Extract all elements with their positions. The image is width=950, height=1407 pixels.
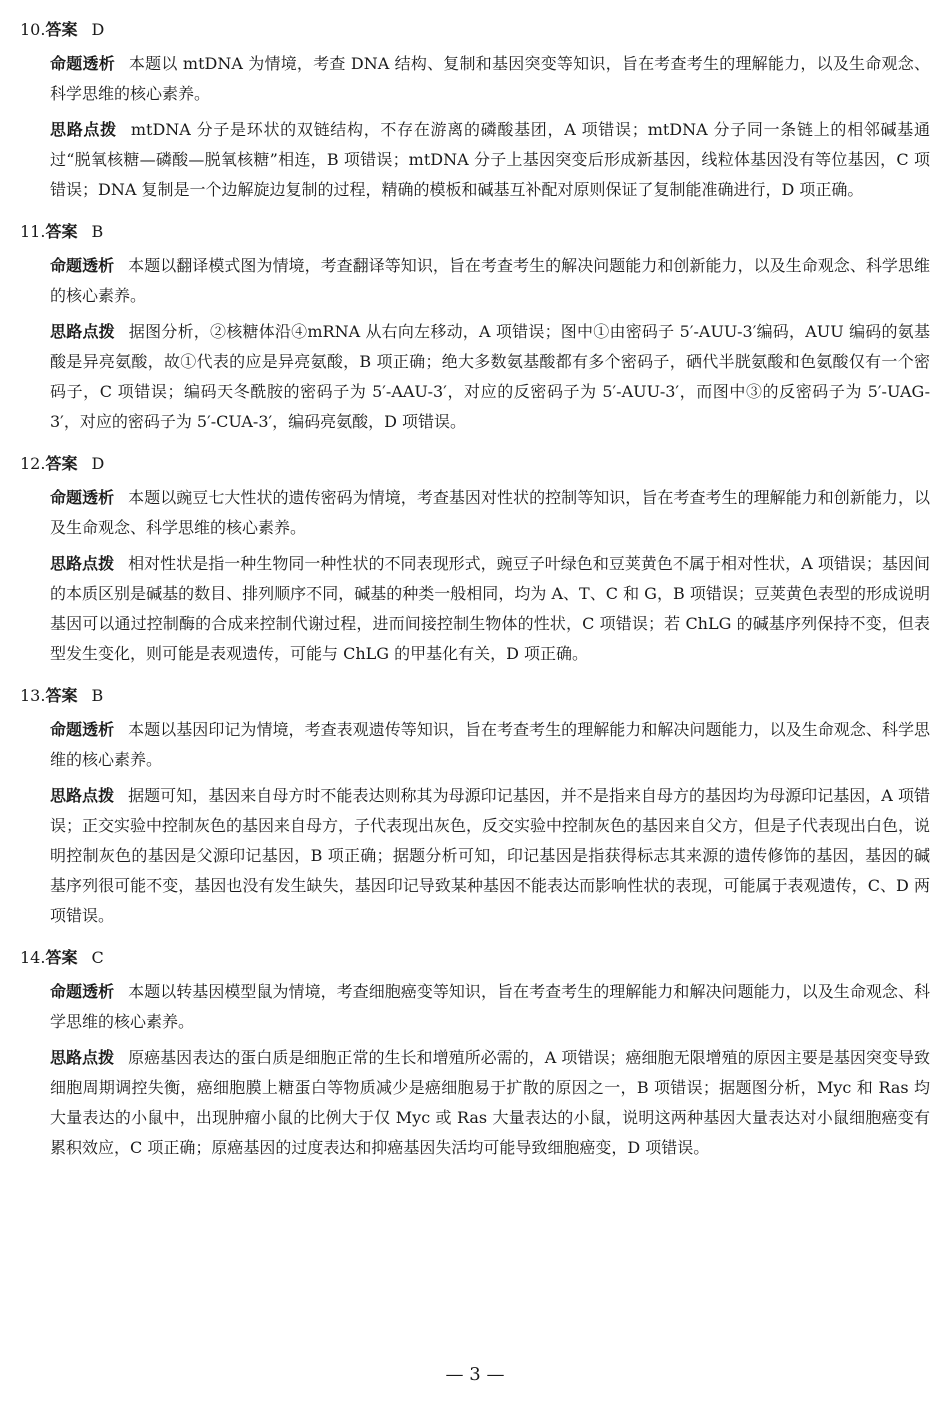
question-10	[20, 13, 930, 205]
intent-paragraph	[50, 715, 930, 775]
analysis-paragraph	[50, 317, 930, 437]
answer-value: C	[91, 948, 104, 967]
intent-label: 命题透析	[50, 982, 115, 1001]
answer-value: B	[91, 222, 104, 241]
analysis-paragraph	[50, 781, 930, 931]
question-number: 12.	[20, 454, 46, 473]
answer-label: 答案	[45, 686, 78, 705]
intent-paragraph	[50, 483, 930, 543]
answer-line	[20, 215, 930, 249]
analysis-label: 思路点拨	[50, 554, 115, 573]
analysis-text: 相对性状是指一种生物同一种性状的不同表现形式，豌豆子叶绿色和豆荚黄色不属于相对性状，A 项错误；基因间的本质区别是碱基的数目、排列顺序不同，碱基的种类一般相同，均为 A、T、C 和 G，B 项错误；豆荚黄色表型的形成说明基因可以通过控制酶的合成来控制代谢过程，进而间接控制生物体的性状，C 项错误；若 ChLG 的碱基序列保持不变，但表型发生变化，则可能是表观遗传，可能与 ChLG 的甲基化有关，D 项正确。	[50, 554, 930, 663]
answer-line	[20, 679, 930, 713]
answer-label: 答案	[45, 222, 78, 241]
analysis-text: 原癌基因表达的蛋白质是细胞正常的生长和增殖所必需的，A 项错误；癌细胞无限增殖的原因主要是基因突变导致细胞周期调控失衡，癌细胞膜上糖蛋白等物质减少是癌细胞易于扩散的原因之一，B 项错误；据题图分析，Myc 和 Ras 均大量表达的小鼠中，出现肿瘤小鼠的比例大于仅 Myc 或 Ras 大量表达的小鼠，说明这两种基因大量表达对小鼠细胞癌变有累积效应，C 项正确；原癌基因的过度表达和抑癌基因失活均可能导致细胞癌变，D 项错误。	[50, 1048, 930, 1157]
analysis-text: 据图分析，②核糖体沿④mRNA 从右向左移动，A 项错误；图中①由密码子 5′-AUU-3′编码，AUU 编码的氨基酸是异亮氨酸，故①代表的应是异亮氨酸，B 项正确；绝大多数氨基酸都有多个密码子，硒代半胱氨酸和色氨酸仅有一个密码子，C 项错误；编码天冬酰胺的密码子为 5′-AAU-3′，对应的反密码子为 5′-AUU-3′，而图中③的反密码子为 5′-UAG-3′，对应的密码子为 5′-CUA-3′，编码亮氨酸，D 项错误。	[50, 322, 930, 431]
intent-paragraph	[50, 251, 930, 311]
question-12	[20, 447, 930, 669]
question-number: 13.	[20, 686, 46, 705]
analysis-paragraph	[50, 1043, 930, 1163]
analysis-text: mtDNA 分子是环状的双链结构，不存在游离的磷酸基团，A 项错误；mtDNA 分子同一条链上的相邻碱基通过“脱氧核糖—磷酸—脱氧核糖”相连，B 项错误；mtDNA 分子上基因突变后形成新基因，线粒体基因没有等位基因，C 项错误；DNA 复制是一个边解旋边复制的过程，精确的模板和碱基互补配对原则保证了复制能准确进行，D 项正确。	[50, 120, 930, 199]
intent-label: 命题透析	[50, 720, 115, 739]
intent-text: 本题以豌豆七大性状的遗传密码为情境，考查基因对性状的控制等知识，旨在考查考生的理解能力和创新能力，以及生命观念、科学思维的核心素养。	[50, 488, 930, 537]
answer-value: D	[91, 454, 105, 473]
question-14	[20, 941, 930, 1163]
analysis-paragraph	[50, 115, 930, 205]
analysis-label: 思路点拨	[50, 120, 117, 139]
intent-label: 命题透析	[50, 256, 115, 275]
intent-text: 本题以 mtDNA 为情境，考查 DNA 结构、复制和基因突变等知识，旨在考查考生的理解能力，以及生命观念、科学思维的核心素养。	[50, 54, 930, 103]
answer-label: 答案	[45, 948, 78, 967]
intent-paragraph	[50, 49, 930, 109]
intent-text: 本题以转基因模型鼠为情境，考查细胞癌变等知识，旨在考查考生的理解能力和解决问题能力，以及生命观念、科学思维的核心素养。	[50, 982, 930, 1031]
intent-label: 命题透析	[50, 488, 115, 507]
intent-label: 命题透析	[50, 54, 115, 73]
page-number: — 3 —	[445, 1364, 505, 1385]
answer-value: B	[91, 686, 104, 705]
answer-line	[20, 941, 930, 975]
analysis-label: 思路点拨	[50, 1048, 115, 1067]
analysis-label: 思路点拨	[50, 322, 115, 341]
answer-line	[20, 447, 930, 481]
question-11	[20, 215, 930, 437]
intent-paragraph	[50, 977, 930, 1037]
question-13	[20, 679, 930, 931]
question-number: 14.	[20, 948, 46, 967]
intent-text: 本题以翻译模式图为情境，考查翻译等知识，旨在考查考生的解决问题能力和创新能力，以及生命观念、科学思维的核心素养。	[50, 256, 930, 305]
answer-line	[20, 13, 930, 47]
answer-value: D	[91, 20, 105, 39]
analysis-label: 思路点拨	[50, 786, 115, 805]
analysis-text: 据题可知，基因来自母方时不能表达则称其为母源印记基因，并不是指来自母方的基因均为母源印记基因，A 项错误；正交实验中控制灰色的基因来自母方，子代表现出灰色，反交实验中控制灰色的基因来自父方，但是子代表现出白色，说明控制灰色的基因是父源印记基因，B 项正确；据题分析可知，印记基因是指获得标志其来源的遗传修饰的基因，基因的碱基序列很可能不变，基因也没有发生缺失，基因印记导致某种基因不能表达而影响性状的表现，可能属于表观遗传，C、D 两项错误。	[50, 786, 931, 925]
analysis-paragraph	[50, 549, 930, 669]
question-number: 11.	[20, 222, 46, 241]
question-number: 10.	[20, 20, 46, 39]
answer-label: 答案	[45, 20, 78, 39]
answer-label: 答案	[45, 454, 78, 473]
intent-text: 本题以基因印记为情境，考查表观遗传等知识，旨在考查考生的理解能力和解决问题能力，以及生命观念、科学思维的核心素养。	[50, 720, 930, 769]
